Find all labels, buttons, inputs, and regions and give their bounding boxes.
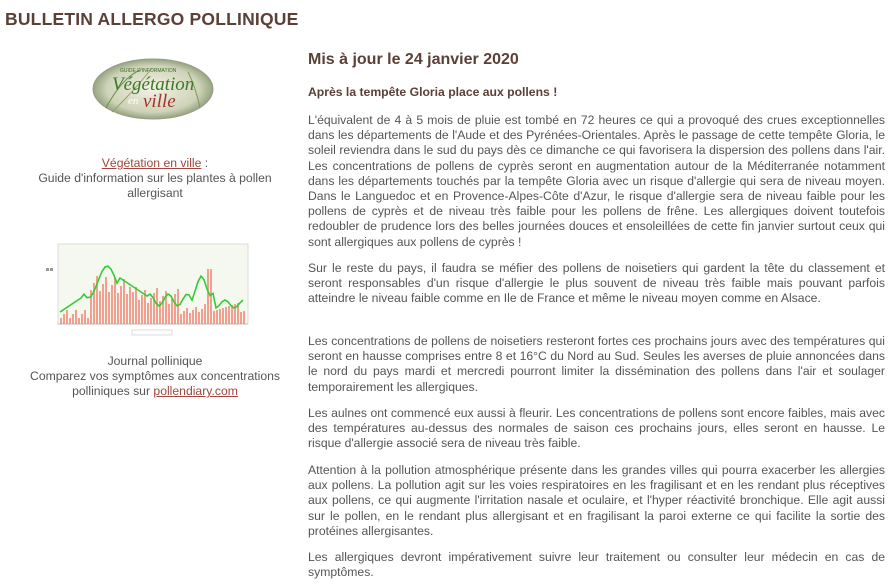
paragraph: L'équivalent de 4 à 5 mois de pluie est tombé en 72 heures ce qui a provoqué des crues exceptionnelles dans les départements de l'Aude et des Pyrénées-Orientales. Après le passage de cette tempête Gloria, le soleil reviendra dans le sud du pays dès ce dimanche ce qui favorisera la dispersion des pollens dans l'air. Les concentrations de pollens de cyprès seront en augmentation autour de la Méditerranée notamment dans les départements touchés par la tempête Gloria avec un risque d'allergie qui sera de niveau moyen. Dans le Languedoc et en Provence-Alpes-Côte d'Azur, le risque d'allergie sera de niveau faible pour les pollens de cyprès et de niveau très faible pour les pollens de frêne. Les allergiques doivent toutefois redoubler de prudence lors des belles journées douces et ensoleillées de cette fin janvier surtout ceux qui sont allergiques aux pollens de cyprès !	[308, 113, 885, 249]
chart-bar	[111, 285, 113, 324]
chart-bar	[66, 310, 68, 324]
svg-text:en: en	[128, 95, 139, 107]
chart-bar	[213, 311, 215, 324]
journal-description: Comparez vos symptômes aux concentrations polliniques sur	[30, 369, 280, 399]
chart-bar	[222, 308, 224, 324]
chart-bar	[168, 304, 170, 324]
chart-bar	[228, 306, 230, 324]
chart-bar	[195, 307, 197, 324]
chart-bar	[219, 309, 221, 324]
chart-bar	[138, 300, 140, 324]
chart-bar	[81, 314, 83, 324]
chart-bar	[132, 292, 134, 324]
chart-bar	[189, 313, 191, 324]
chart-bar	[183, 311, 185, 324]
vegetation-description: Guide d'information sur les plantes à pollen allergisant	[38, 171, 272, 201]
paragraph: Sur le reste du pays, il faudra se méfier des pollens de noisetiers qui gardent la tête du classement et seront responsables d'un risque d'allergie le plus souvent de niveau très faible mais pouvant parfois atteindre le niveau faible comme en Ile de France et même le niveau moyen comme en Alsace.	[308, 261, 885, 306]
chart-bar	[120, 286, 122, 324]
chart-bar	[171, 299, 173, 324]
chart-bar	[129, 287, 131, 324]
chart-bar	[216, 310, 218, 324]
chart-bar	[198, 312, 200, 324]
chart-bar	[87, 318, 89, 324]
colon: :	[201, 156, 209, 170]
paragraph: Les aulnes ont commencé eux aussi à fleurir. Les concentrations de pollens sont encore faibles, mais avec des températures au-dessus des normales de saison ces prochains jours, elles seront en hausse. Le risque d'allergie associé sera de niveau très faible.	[308, 406, 885, 451]
chart-bar	[240, 312, 242, 324]
chart-bar	[186, 308, 188, 324]
chart-bar	[99, 291, 101, 324]
chart-bar	[150, 298, 152, 324]
paragraph: Les concentrations de pollens de noisetiers resteront fortes ces prochains jours avec des températures qui seront en hausse comprises entre 8 et 16°C du Nord au Sud. Seules les averses de pluie annoncées dans le nord du pays mardi et mercredi pourront limiter la dissémination des pollens dans l'air et soulager temporairement les allergiques.	[308, 334, 885, 394]
chart-bar	[210, 269, 212, 324]
vegetation-en-ville-logo[interactable]	[92, 58, 214, 120]
chart-bar	[156, 288, 158, 324]
chart-bar	[204, 304, 206, 324]
svg-text:GUIDE D'INFORMATION: GUIDE D'INFORMATION	[120, 68, 177, 74]
chart-bar	[126, 294, 128, 324]
chart-bar	[141, 295, 143, 324]
chart-bar	[78, 318, 80, 324]
chart-bar	[123, 279, 125, 324]
paragraph: Les allergiques devront impérativement suivre leur traitement ou consulter leur médecin en cas de symptômes.	[308, 550, 885, 580]
journal-title: Journal pollinique	[107, 354, 203, 368]
paragraph: Attention à la pollution atmosphérique présente dans les grandes villes qui pourra exacerber les allergies aux pollens. La pollution agit sur les voies respiratoires en les fragilisant et en les rendant plus réceptives aux pollens, ce qui augmente l'irritation nasale et oculaire, et l'hyper réactivité bronchique. Elle agit aussi sur le pollen, en le rendant plus allergisant et en fragilisant la paroi externe ce qui facilite la sortie des protéines allergisantes.	[308, 463, 885, 538]
chart-bar	[207, 269, 209, 324]
chart-bar	[201, 309, 203, 324]
chart-bar	[102, 284, 104, 324]
chart-bar	[174, 294, 176, 324]
chart-bar	[84, 310, 86, 324]
chart-bar	[147, 303, 149, 324]
page-heading: BULLETIN ALLERGO POLLINIQUE	[5, 9, 299, 29]
chart-bar	[72, 314, 74, 324]
svg-text:Végétation: Végétation	[112, 74, 195, 95]
chart-bar	[114, 278, 116, 324]
chart-bar	[63, 314, 65, 324]
pollendiary-link[interactable]: pollendiary.com	[153, 384, 238, 399]
chart-bar	[108, 292, 110, 324]
chart-bar	[75, 310, 77, 324]
vegetation-en-ville-link[interactable]: Végétation en ville	[101, 156, 202, 170]
chart-bar	[192, 310, 194, 324]
chart-bar	[105, 277, 107, 324]
svg-text:ville: ville	[143, 91, 176, 112]
chart-bar	[243, 311, 245, 324]
chart-bar	[60, 318, 62, 324]
article-date-title: Mis à jour le 24 janvier 2020	[308, 51, 519, 68]
chart-bar	[225, 307, 227, 324]
pollen-diary-chart-thumbnail[interactable]	[44, 242, 250, 336]
journal-block	[0, 354, 310, 400]
chart-bar	[69, 318, 71, 324]
chart-bar	[117, 293, 119, 324]
article-subtitle: Après la tempête Gloria place aux pollens !	[308, 85, 558, 99]
chart-bar	[180, 314, 182, 324]
vegetation-guide-block	[0, 156, 310, 202]
chart-bar	[135, 287, 137, 324]
